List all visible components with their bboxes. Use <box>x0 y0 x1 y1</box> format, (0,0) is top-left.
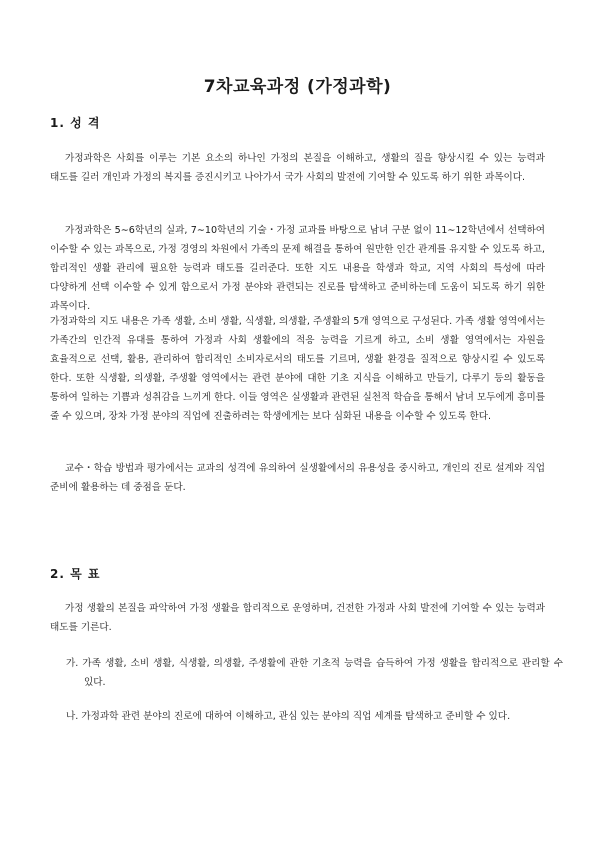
paragraph-character-1: 가정과학은 사회를 이루는 기본 요소의 하나인 가정의 본질을 이해하고, 생활의 질을 향상시킬 수 있는 능력과 태도를 길러 개인과 가정의 복지를 증진시키고 나아가서 국가 사회의 발전에 기여할 수 있도록 하기 위한 과목이다. <box>50 153 545 183</box>
paragraph-character-4: 교수・학습 방법과 평가에서는 교과의 성격에 유의하여 실생활에서의 유용성을 중시하고, 개인의 진로 설계와 직업 준비에 활용하는 데 중점을 둔다. <box>50 463 545 493</box>
section-heading-goals: 2. 목 표 <box>50 567 101 581</box>
section-heading-character: 1. 성 격 <box>50 116 101 130</box>
page-title: 7차교육과정 (가정과학) <box>203 77 392 97</box>
paragraph-character-2: 가정과학은 5∼6학년의 실과, 7∼10학년의 기술・가정 교과를 바탕으로 남녀 구분 없이 11∼12학년에서 선택하여 이수할 수 있는 과목으로, 가정 경영의 차원에서 가족의 문제 해결을 통하여 원만한 인간 관계를 유지할 수 있도록 하고, 합리적인 생활 관리에 필요한 능력과 태도를 길러준다. 또한 지도 내용을 학생과 학교, 지역 사회의 특성에 따라 다양하게 선택 이수할 수 있게 함으로서 가정 분야와 관련되는 진로를 탐색하고 준비하는데 도움이 되도록 하기 위한 과목이다. <box>50 225 545 312</box>
paragraph-goals: 가정 생활의 본질을 파악하여 가정 생활을 합리적으로 운영하며, 건전한 가정과 사회 발전에 기여할 수 있는 능력과 태도를 기른다. <box>50 603 545 633</box>
goal-item-na: 나. 가정과학 관련 분야의 진로에 대하여 이해하고, 관심 있는 분야의 직업 세계를 탐색하고 준비할 수 있다. <box>66 711 511 722</box>
paragraph-character-3: 가정과학의 지도 내용은 가족 생활, 소비 생활, 식생활, 의생활, 주생활의 5개 영역으로 구성된다. 가족 생활 영역에서는 가족간의 인간적 유대를 통하여 가정과 사회 생활에의 적응 능력을 기르게 하고, 소비 생활 영역에서는 자원을 효율적으로 선택, 활용, 관리하여 합리적인 소비자로서의 태도를 기르며, 생활 환경을 질적으로 향상시킬 수 있도록 한다. 또한 식생활, 의생활, 주생활 영역에서는 관련 분야에 대한 기초 지식을 이해하고 만들기, 다루기 등의 활동을 통하여 일하는 기쁨과 성취감을 느끼게 한다. 이들 영역은 실생활과 관련된 실천적 학습을 통해서 남녀 모두에게 흥미를 줄 수 있으며, 장차 가정 분야의 직업에 진출하려는 학생에게는 보다 심화된 내용을 이수할 수 있도록 한다. <box>50 316 545 422</box>
goal-item-ga: 가. 가족 생활, 소비 생활, 식생활, 의생활, 주생활에 관한 기초적 능력을 습득하여 가정 생활을 합리적으로 관리할 수 있다. <box>66 658 563 688</box>
